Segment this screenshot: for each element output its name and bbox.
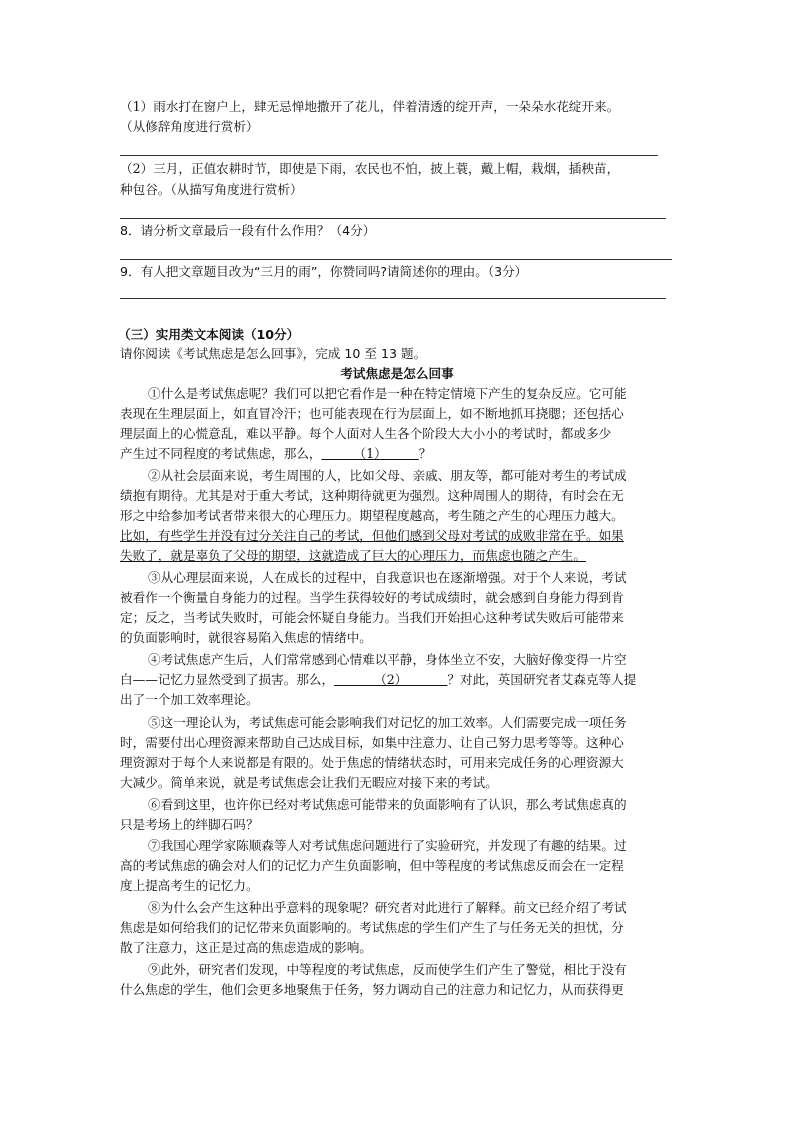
question-7-2-line-1: （2）三月，正值农耕时节，即使是下雨，农民也不怕，披上蓑，戴上帽，栽烟，插秧苗， (120, 161, 620, 176)
question-8: 8．请分析文章最后一段有什么作用？（4分） (120, 223, 376, 238)
paragraph-line: 出了一个加工效率理论。 (120, 692, 259, 707)
paragraph-line: 被看作一个衡量自身能力的过程。当学生获得较好的考试成绩时，就会感到自身能力得到肯 (120, 590, 624, 605)
paragraph-line: 理层面上的心慌意乱，难以平静。每个人面对人生各个阶段大大小小的考试时，都或多少 (120, 426, 612, 441)
paragraph-line: ④考试焦虑产生后，人们常常感到心情难以平静，身体坐立不安，大脑好像变得一片空 (148, 652, 627, 667)
paragraph-5 (120, 713, 682, 793)
paragraph-4 (120, 650, 682, 710)
paragraph-line: ②从社会层面来说，考生周围的人，比如父母、亲戚、朋友等，都可能对考生的考试成 (148, 468, 627, 483)
question-7-1-line-2: （从修辞角度进行赏析） (120, 119, 259, 134)
paragraph-line: 理资源对于每个人来说都是有限的。处于焦虑的情绪状态时，可用来完成任务的心理资源大 (120, 755, 624, 770)
paragraph-2 (120, 466, 682, 566)
paragraph-line: 大减少。简单来说，就是考试焦虑会让我们无暇应对接下来的考试。 (120, 775, 498, 790)
paragraph-line (120, 670, 682, 690)
section-intro: 请你阅读《考试焦虑是怎么回事》，完成 10 至 13 题。 (120, 346, 427, 361)
answer-line (120, 298, 666, 299)
paragraph-line: 高的考试焦虑的确会对人们的记忆力产生负面影响，但中等程度的考试焦虑反而会在一定程 (120, 858, 624, 873)
paragraph-line: ⑨此外，研究者们发现，中等程度的考试焦虑，反而使学生们产生了警觉，相比于没有 (148, 962, 627, 977)
paragraph-line: 散了注意力，这正是过高的焦虑造成的影响。 (120, 940, 372, 955)
paragraph-line: ③从心理层面来说，人在成长的过程中，自我意识也在逐渐增强。对于个人来说，考试 (148, 570, 627, 585)
paragraph-text: 产生过不同程度的考试焦虑，那么， (120, 446, 322, 461)
answer-line (120, 218, 666, 219)
paragraph-line: 的负面影响时，就很容易陷入焦虑的情绪中。 (120, 630, 372, 645)
paragraph-line: 形之中给参加考试者带来很大的心理压力。期望程度越高，考生随之产生的心理压力越大。 (120, 508, 624, 523)
answer-line (120, 155, 658, 156)
question-7-1-line-1: （1）雨水打在窗户上，肆无忌惮地撒开了花儿，伴着清透的绽开声，一朵朵水花绽开来。 (120, 99, 620, 114)
paragraph-9 (120, 960, 682, 1000)
paragraph-text: 白——记忆力显然受到了损害。那么， (120, 672, 335, 687)
paragraph-line: ⑧为什么会产生这种出乎意料的现象呢？研究者对此进行了解释。前文已经介绍了考试 (148, 900, 627, 915)
paragraph-6 (120, 795, 682, 835)
paragraph-line: 焦虑是如何给我们的记忆带来负面影响的。考试焦虑的学生们产生了与任务无关的担忧，分 (120, 920, 624, 935)
question-9: 9．有人把文章题目改为“三月的雨”，你赞同吗?请简述你的理由。（3分） (120, 264, 528, 279)
paragraph-line (120, 444, 682, 464)
article-title: 考试焦虑是怎么回事 (340, 366, 454, 381)
paragraph-line: 只是考场上的绊脚石吗？ (120, 817, 259, 832)
fill-blank-1 (322, 444, 419, 464)
paragraph-line: ⑦我国心理学家陈顺森等人对考试焦虑问题进行了实验研究，并发现了有趣的结果。过 (148, 838, 627, 853)
underlined-sentence: 失败了，就是辜负了父母的期望，这就造成了巨大的心理压力，而焦虑也随之产生。 (120, 548, 586, 563)
paragraph-text: ？对此，英国研究者艾森克等人提 (447, 672, 637, 687)
blank-label-1: （1） (353, 446, 387, 461)
paragraph-8 (120, 898, 682, 958)
paragraph-line: 表现在生理层面上，如直冒冷汗；也可能表现在行为层面上，如不断地抓耳挠腮；还包括心 (120, 406, 624, 421)
question-7-2-line-2: 种包谷。（从描写角度进行赏析） (120, 182, 303, 197)
fill-blank-2 (334, 670, 447, 690)
paragraph-line: 定；反之，当考试失败时，可能会怀疑自身能力。当我们开始担心这种考试失败后可能带来 (120, 610, 624, 625)
paragraph-line: 度上提高考生的记忆力。 (120, 878, 259, 893)
underlined-sentence: 比如，有些学生并没有过分关注自己的考试，但他们感到父母对考试的成败非常在乎。如果 (120, 528, 624, 543)
paragraph-3 (120, 568, 682, 648)
paragraph-line: 时，需要付出心理资源来帮助自己达成目标，如集中注意力、让自己努力思考等等。这种心 (120, 735, 624, 750)
paragraph-text: ？ (418, 446, 432, 461)
answer-line (120, 259, 672, 260)
paragraph-line: ①什么是考试焦虑呢？我们可以把它看作是一种在特定情境下产生的复杂反应。它可能 (148, 386, 627, 401)
paragraph-line: ⑤这一理论认为，考试焦虑可能会影响我们对记忆的加工效率。人们需要完成一项任务 (148, 715, 627, 730)
paragraph-line: ⑥看到这里，也许你已经对考试焦虑可能带来的负面影响有了认识，那么考试焦虑真的 (148, 797, 627, 812)
section-heading: （三）实用类文本阅读（10分） (118, 327, 300, 342)
paragraph-7 (120, 836, 682, 896)
paragraph-1 (120, 384, 682, 464)
paragraph-line: 什么焦虑的学生，他们会更多地聚焦于任务，努力调动自己的注意力和记忆力，从而获得更 (120, 982, 624, 997)
blank-label-2: （2） (374, 672, 408, 687)
paragraph-line: 绩抱有期待。尤其是对于重大考试，这种期待就更为强烈。这种周围人的期待，有时会在无 (120, 488, 624, 503)
